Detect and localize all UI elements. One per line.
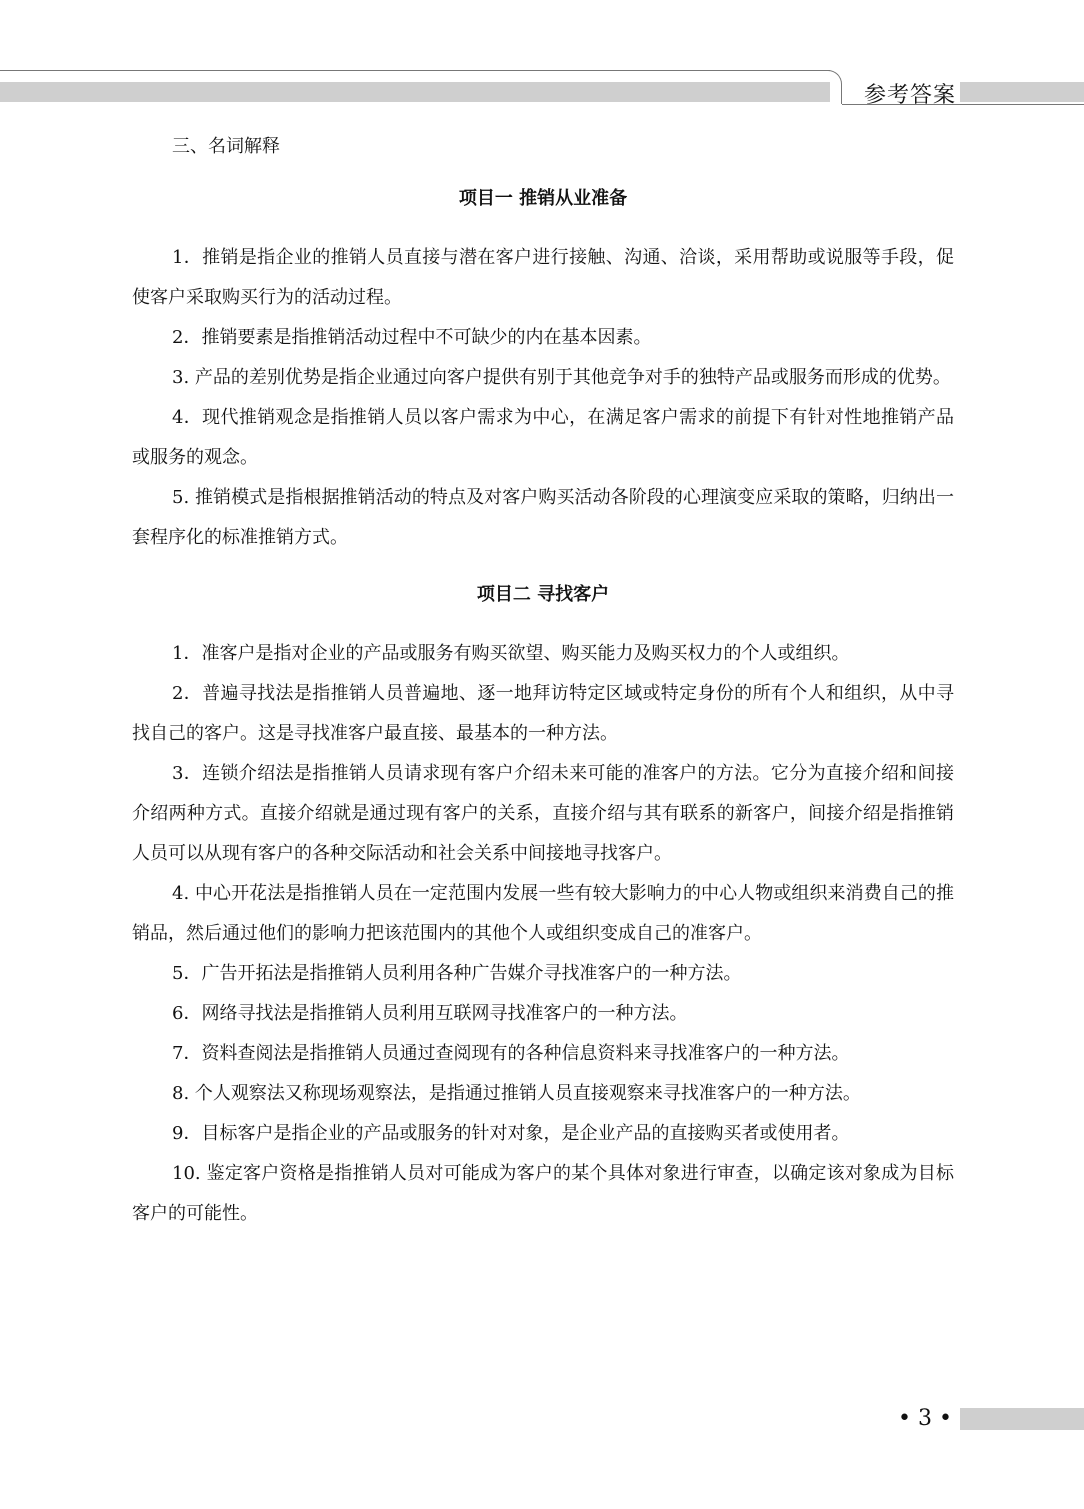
definition-item: 8. 个人观察法又称现场观察法，是指通过推销人员直接观察来寻找准客户的一种方法。 (172, 1083, 861, 1104)
definition-item: 5．广告开拓法是指推销人员利用各种广告媒介寻找准客户的一种方法。 (172, 963, 742, 984)
project-1 (132, 184, 954, 558)
definition-item: 1．推销是指企业的推销人员直接与潜在客户进行接触、沟通、洽谈，采用帮助或说服等手段，促使客户采取购买行为的活动过程。 (132, 247, 954, 308)
definition-item: 1．准客户是指对企业的产品或服务有购买欲望、购买能力及购买权力的个人或组织。 (172, 643, 850, 664)
page-content (132, 126, 954, 1234)
section-title: 三、名词解释 (172, 136, 280, 157)
definition-item: 3．连锁介绍法是指推销人员请求现有客户介绍未来可能的准客户的方法。它分为直接介绍和间接介绍两种方式。直接介绍就是通过现有客户的关系，直接介绍与其有联系的新客户，间接介绍是指推销人员可以从现有客户的各种交际活动和社会关系中间接地寻找客户。 (132, 763, 954, 864)
footer-bar (960, 1408, 1084, 1430)
header-bar-left (0, 82, 830, 102)
header-underline (842, 104, 1084, 105)
header-corner (818, 70, 842, 104)
definition-item: 9．目标客户是指企业的产品或服务的针对对象，是企业产品的直接购买者或使用者。 (172, 1123, 850, 1144)
definition-item: 10. 鉴定客户资格是指推销人员对可能成为客户的某个具体对象进行审查，以确定该对象成为目标客户的可能性。 (132, 1163, 954, 1224)
project-title: 项目二 寻找客户 (476, 584, 610, 605)
page-number: • 3 • (898, 1406, 952, 1431)
definition-item: 2．推销要素是指推销活动过程中不可缺少的内在基本因素。 (172, 327, 652, 348)
project-title: 项目一 推销从业准备 (458, 188, 628, 209)
header-bar-right (960, 82, 1084, 102)
definition-item: 4．现代推销观念是指推销人员以客户需求为中心，在满足客户需求的前提下有针对性地推销产品或服务的观念。 (132, 407, 954, 468)
definition-item: 5. 推销模式是指根据推销活动的特点及对客户购买活动各阶段的心理演变应采取的策略，归纳出一套程序化的标准推销方式。 (132, 487, 954, 548)
definition-item: 7．资料查阅法是指推销人员通过查阅现有的各种信息资料来寻找准客户的一种方法。 (172, 1043, 850, 1064)
header-title: 参考答案 (864, 83, 957, 108)
header-rule (0, 70, 830, 71)
definition-item: 4. 中心开花法是指推销人员在一定范围内发展一些有较大影响力的中心人物或组织来消费自己的推销品，然后通过他们的影响力把该范围内的其他个人或组织变成自己的准客户。 (132, 883, 954, 944)
definition-item: 3. 产品的差别优势是指企业通过向客户提供有别于其他竞争对手的独特产品或服务而形成的优势。 (172, 367, 951, 388)
definition-item: 2．普遍寻找法是指推销人员普遍地、逐一地拜访特定区域或特定身份的所有个人和组织，从中寻找自己的客户。这是寻找准客户最直接、最基本的一种方法。 (132, 683, 954, 744)
project-2 (132, 580, 954, 1234)
definition-item: 6．网络寻找法是指推销人员利用互联网寻找准客户的一种方法。 (172, 1003, 688, 1024)
